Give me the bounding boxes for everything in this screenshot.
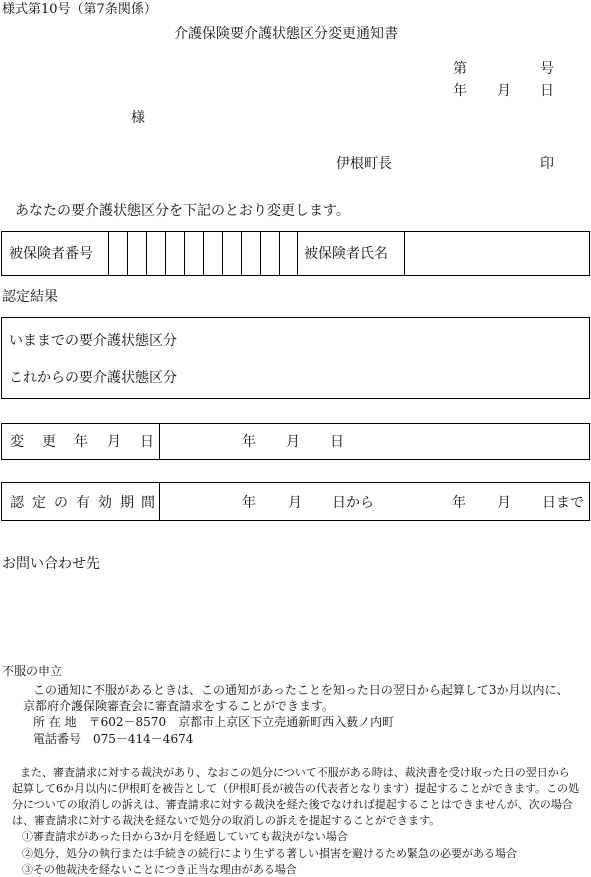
number-prefix: 第 bbox=[453, 61, 467, 77]
cell-divider bbox=[108, 232, 109, 275]
insured-number-label: 被保険者番号 bbox=[9, 246, 93, 262]
form-number: 様式第10号（第7条関係） bbox=[2, 2, 157, 17]
change-month: 月 bbox=[286, 434, 300, 450]
appeal-para2-line2: 起算して6か月以内に伊根町を被告として（伊根町長が被告の代表者となります）提起することができます。この処 bbox=[12, 782, 580, 795]
change-date-label-5: 日 bbox=[140, 434, 154, 450]
digit-cell-divider bbox=[165, 232, 166, 275]
appeal-item-3: ③その他裁決を経ないことにつき正当な理由がある場合 bbox=[22, 863, 297, 876]
validity-to-year: 年 bbox=[452, 495, 466, 511]
date-month: 月 bbox=[497, 83, 511, 99]
validity-label-2: 定 bbox=[32, 495, 46, 511]
date-day: 日 bbox=[540, 83, 554, 99]
digit-cell-divider bbox=[203, 232, 204, 275]
appeal-para1-line1: この通知に不服があるときは、この通知があったことを知った日の翌日から起算して3か月以内に、 bbox=[33, 683, 569, 697]
digit-cell-divider bbox=[279, 232, 280, 275]
result-heading: 認定結果 bbox=[2, 289, 58, 305]
validity-from-year: 年 bbox=[242, 495, 256, 511]
cell-divider bbox=[159, 424, 160, 459]
insured-name-label: 被保険者氏名 bbox=[304, 246, 388, 262]
appeal-heading: 不服の申立 bbox=[2, 664, 63, 678]
digit-cell-divider bbox=[241, 232, 242, 275]
change-date-label-1: 変 bbox=[10, 434, 24, 450]
appeal-item-1: ①審査請求があった日から3か月を経過していても裁決がない場合 bbox=[22, 830, 348, 843]
change-year: 年 bbox=[242, 434, 256, 450]
validity-label-7: 間 bbox=[141, 495, 155, 511]
document-title: 介護保険要介護状態区分変更通知書 bbox=[174, 26, 398, 42]
digit-cell-divider bbox=[127, 232, 128, 275]
change-day: 日 bbox=[330, 434, 344, 450]
validity-label-6: 期 bbox=[120, 495, 134, 511]
cell-divider bbox=[297, 232, 298, 275]
seal-mark: 印 bbox=[540, 156, 554, 172]
insured-table bbox=[1, 231, 590, 276]
digit-cell-divider bbox=[260, 232, 261, 275]
appeal-para1-line2: 京都府介護保険審査会に審査請求をすることができます。 bbox=[23, 699, 335, 713]
validity-period-row bbox=[1, 482, 590, 521]
change-date-label-3: 年 bbox=[74, 434, 88, 450]
appeal-para2-line3: 分についての取消しの訴えは、審査請求に対する裁決を経た後でなければ提起することはできませんが、次の場合 bbox=[12, 798, 573, 811]
number-suffix: 号 bbox=[540, 61, 554, 77]
appeal-item-2: ②処分、処分の執行または手続きの続行により生ずる著しい損害を避けるため緊急の必要がある場合 bbox=[22, 847, 517, 860]
cell-divider bbox=[404, 232, 405, 275]
inquiry-heading: お問い合わせ先 bbox=[2, 556, 100, 572]
validity-label-1: 認 bbox=[10, 495, 24, 511]
change-date-label-4: 月 bbox=[107, 434, 121, 450]
cell-divider bbox=[159, 483, 160, 520]
digit-cell-divider bbox=[184, 232, 185, 275]
date-year: 年 bbox=[453, 83, 467, 99]
validity-label-5: 効 bbox=[98, 495, 112, 511]
digit-cell-divider bbox=[146, 232, 147, 275]
validity-to-day: 日まで bbox=[542, 495, 584, 511]
new-care-level-label: これからの要介護状態区分 bbox=[9, 370, 177, 386]
appeal-para2-line4: は、審査請求に対する裁決を経ないで処分の取消しの訴えを提起することができます。 bbox=[12, 814, 441, 827]
appeal-address: 所 在 地 〒602－8570 京都市上京区下立売通新町西入薮ノ内町 bbox=[33, 715, 395, 729]
issuer-name: 伊根町長 bbox=[336, 156, 392, 172]
appeal-para2-line1: また、審査請求に対する裁決があり、なおこの処分について不服がある時は、裁決書を受け取った日の翌日から bbox=[20, 766, 570, 779]
validity-label-4: 有 bbox=[76, 495, 90, 511]
validity-label-3: の bbox=[54, 495, 68, 511]
digit-cell-divider bbox=[222, 232, 223, 275]
addressee-honorific: 様 bbox=[131, 110, 145, 126]
previous-care-level-label: いままでの要介護状態区分 bbox=[9, 333, 177, 349]
change-date-row bbox=[1, 423, 590, 460]
validity-from-month: 月 bbox=[288, 495, 302, 511]
result-box bbox=[1, 317, 590, 399]
appeal-phone: 電話番号 075－414－4674 bbox=[33, 732, 194, 746]
change-date-label-2: 更 bbox=[42, 434, 56, 450]
validity-from-day: 日から bbox=[332, 495, 374, 511]
intro-text: あなたの要介護状態区分を下記のとおり変更します。 bbox=[15, 203, 350, 219]
validity-to-month: 月 bbox=[497, 495, 511, 511]
